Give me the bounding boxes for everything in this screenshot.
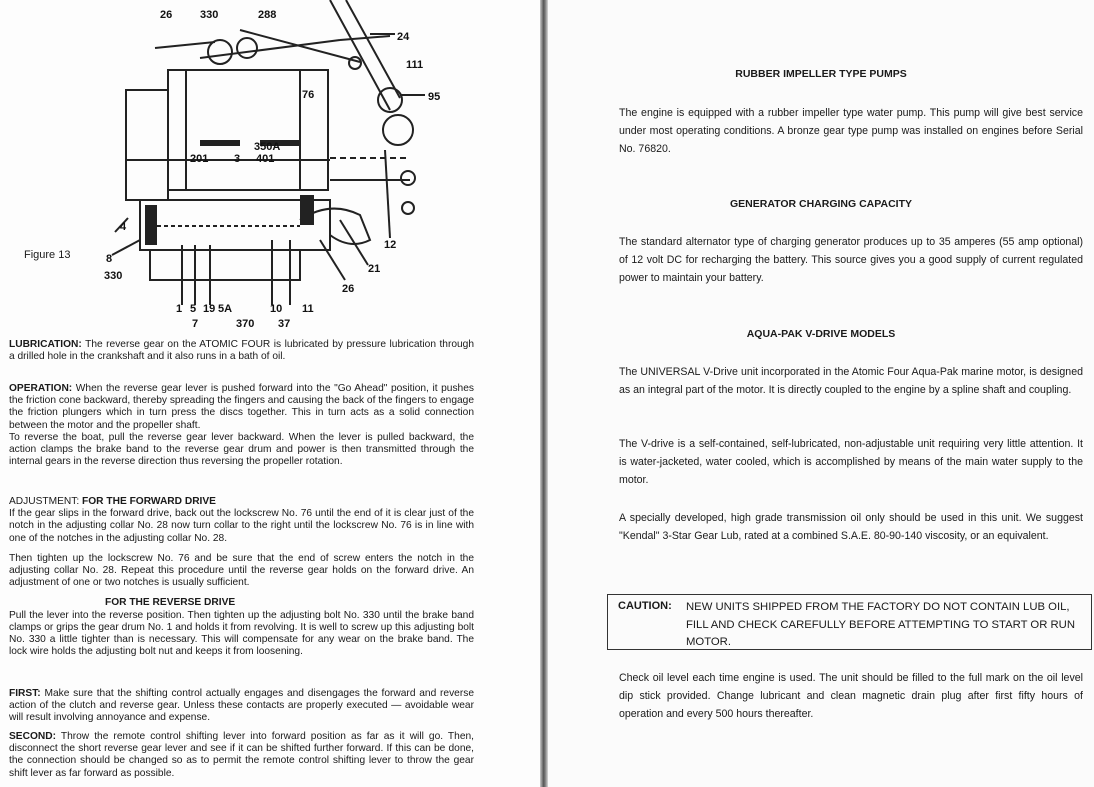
linkage-rod	[155, 42, 215, 48]
figure-13-diagram	[0, 0, 540, 332]
check-oil-text: Check oil level each time engine is used. The unit should be filled to the full mark on the oil level dip stick provided. Change lubricant and clean magnetic drain plug after first fifty hours of operation and every 500 hours thereafter.	[619, 672, 1083, 720]
callout-370: 370	[236, 318, 255, 330]
vdrive-para-1: The UNIVERSAL V-Drive unit incorporated in the Atomic Four Aqua-Pak marine motor, is designed as an integral part of the motor. It is directly coupled to the engine by a spline shaft and coupling.	[619, 366, 1083, 396]
callout-11: 11	[302, 303, 314, 315]
second-text: Throw the remote control shifting lever into forward position as far as it will go. Then, disconnect the short reverse gear lever and see if it can be shifted further forward. If this can be done, the connection should be changed so as to permit the remote control shifting lever to throw the gear shift lever as far forward as possible.	[9, 731, 474, 779]
operation-section	[9, 383, 474, 468]
callout-26-lower: 26	[342, 283, 355, 295]
left-page	[0, 0, 540, 787]
callout-7: 7	[192, 318, 199, 330]
generator-text: The standard alternator type of charging generator produces up to 35 amperes (55 amp optional) of 12 volt DC for recharging the battery. This source gives you a good supply of current regulated power to maintain your battery.	[619, 236, 1083, 284]
generator-heading: GENERATOR CHARGING CAPACITY	[729, 198, 912, 210]
lubrication-section	[9, 339, 474, 363]
callout-8: 8	[106, 253, 113, 265]
callout-5a: 5A	[218, 303, 233, 315]
first-text: Make sure that the shifting control actually engages and disengages the forward and reverse action of the clutch and reverse gear. Unless these contacts are properly executed — avoidable wear will result involving annoyance and expense.	[9, 688, 474, 724]
callout-19: 19	[203, 303, 216, 315]
lubrication-label: LUBRICATION:	[9, 339, 82, 350]
reverse-drive-heading: FOR THE REVERSE DRIVE	[105, 597, 236, 609]
callout-24: 24	[397, 31, 410, 43]
vdrive-heading: AQUA-PAK V-DRIVE MODELS	[746, 328, 896, 340]
callout-350a: 350A	[254, 141, 281, 153]
caution-box	[607, 594, 1092, 650]
second-label: SECOND:	[9, 731, 56, 742]
callout-111: 111	[406, 59, 424, 71]
caution-label: CAUTION:	[618, 600, 672, 612]
adjustment-section	[9, 496, 474, 658]
callout-10: 10	[270, 303, 283, 315]
first-section	[9, 688, 474, 725]
lubrication-text: The reverse gear on the ATOMIC FOUR is lubricated by pressure lubrication through a drilled hole in the crankshaft and it also runs in a bath of oil.	[9, 339, 474, 363]
forward-drive-text: If the gear slips in the forward drive, back out the lockscrew No. 76 until the end of it is clear just of the notch in the adjusting collar No. 28 now turn collar to the right until the lockscrew No. 76 is in line with one of the notches in the adjusting collar No. 28.	[9, 508, 474, 544]
callout-37: 37	[278, 318, 291, 330]
callout-3: 3	[234, 153, 241, 165]
linkage-pivot	[208, 40, 232, 64]
vdrive-para-3: A specially developed, high grade transmission oil only should be used in this unit. We suggest "Kendal" 3-Star Gear Lub, rated at a combined S.A.E. 80-90-140 viscosity, or an equivalent.	[619, 512, 1083, 542]
callout-1: 1	[176, 303, 183, 315]
operation-text-1: When the reverse gear lever is pushed forward into the "Go Ahead" position, it pushes the friction cone backward, thereby spreading the fingers and causing the back of the fingers to engage the friction plungers which in turn press the discs together. This in turn acts as a solid connection between the motor and the propeller shaft.	[9, 383, 474, 431]
second-section	[9, 731, 474, 780]
first-label: FIRST:	[9, 688, 41, 699]
caution-text: NEW UNITS SHIPPED FROM THE FACTORY DO NOT CONTAIN LUB OIL, FILL AND CHECK CAREFULLY BEFORE ATTEMPTING TO START OR RUN MOTOR.	[686, 601, 1075, 648]
operation-label: OPERATION:	[9, 383, 73, 394]
callout-76: 76	[302, 89, 315, 101]
operation-text-2: To reverse the boat, pull the reverse gear lever backward. When the lever is pulled backward, the action clamps the brake band to the reverse gear drum and power is then transmitted through the internal gears in the reverse direction thus reversing the propeller rotation.	[9, 431, 474, 468]
callout-201: 201	[190, 153, 209, 165]
callout-26: 26	[160, 9, 173, 21]
then-tighten-text: Then tighten up the lockscrew No. 76 and be sure that the end of screw enters the notch in the adjusting collar No. 28. Repeat this procedure until the reverse gear holds on the forward drive. An adjustment of one or two notches is usually sufficient.	[9, 552, 474, 589]
callout-401: 401	[256, 153, 275, 165]
forward-drive-heading: FOR THE FORWARD DRIVE	[82, 496, 216, 507]
callout-330: 330	[200, 9, 219, 21]
callout-12: 12	[384, 239, 397, 251]
adjustment-label: ADJUSTMENT:	[9, 496, 80, 507]
callout-288: 288	[258, 9, 277, 21]
gear-housing	[168, 70, 328, 190]
callout-330-lower: 330	[104, 270, 123, 282]
pumps-heading: RUBBER IMPELLER TYPE PUMPS	[735, 68, 907, 80]
vdrive-para-2: The V-drive is a self-contained, self-lubricated, non-adjustable unit requiring very little attention. It is water-jacketed, water cooled, which is accomplished by means of the main water supply to the motor.	[619, 438, 1083, 486]
reverse-drive-text: Pull the lever into the reverse position. Then tighten up the adjusting bolt No. 330 until the brake band clamps or grips the gear drum No. 1 and holds it from revolving. It is well to screw up this adjusting bolt No. 330 a little tighter than is necessary. This will compensate for any wear on the brake band. The lock wire holds the adjusting bolt nut and keeps it from loosening.	[9, 609, 474, 658]
pumps-text: The engine is equipped with a rubber impeller type water pump. This pump will give best service under most operating conditions. A bronze gear type pump was installed on engines before Serial No. 76820.	[619, 107, 1083, 155]
callout-21: 21	[368, 263, 381, 275]
book-gutter	[540, 0, 548, 787]
right-page	[548, 0, 1094, 787]
callout-5: 5	[190, 303, 197, 315]
figure-caption: Figure 13	[24, 249, 71, 261]
callout-95: 95	[428, 91, 441, 103]
callout-4: 4	[120, 221, 127, 233]
